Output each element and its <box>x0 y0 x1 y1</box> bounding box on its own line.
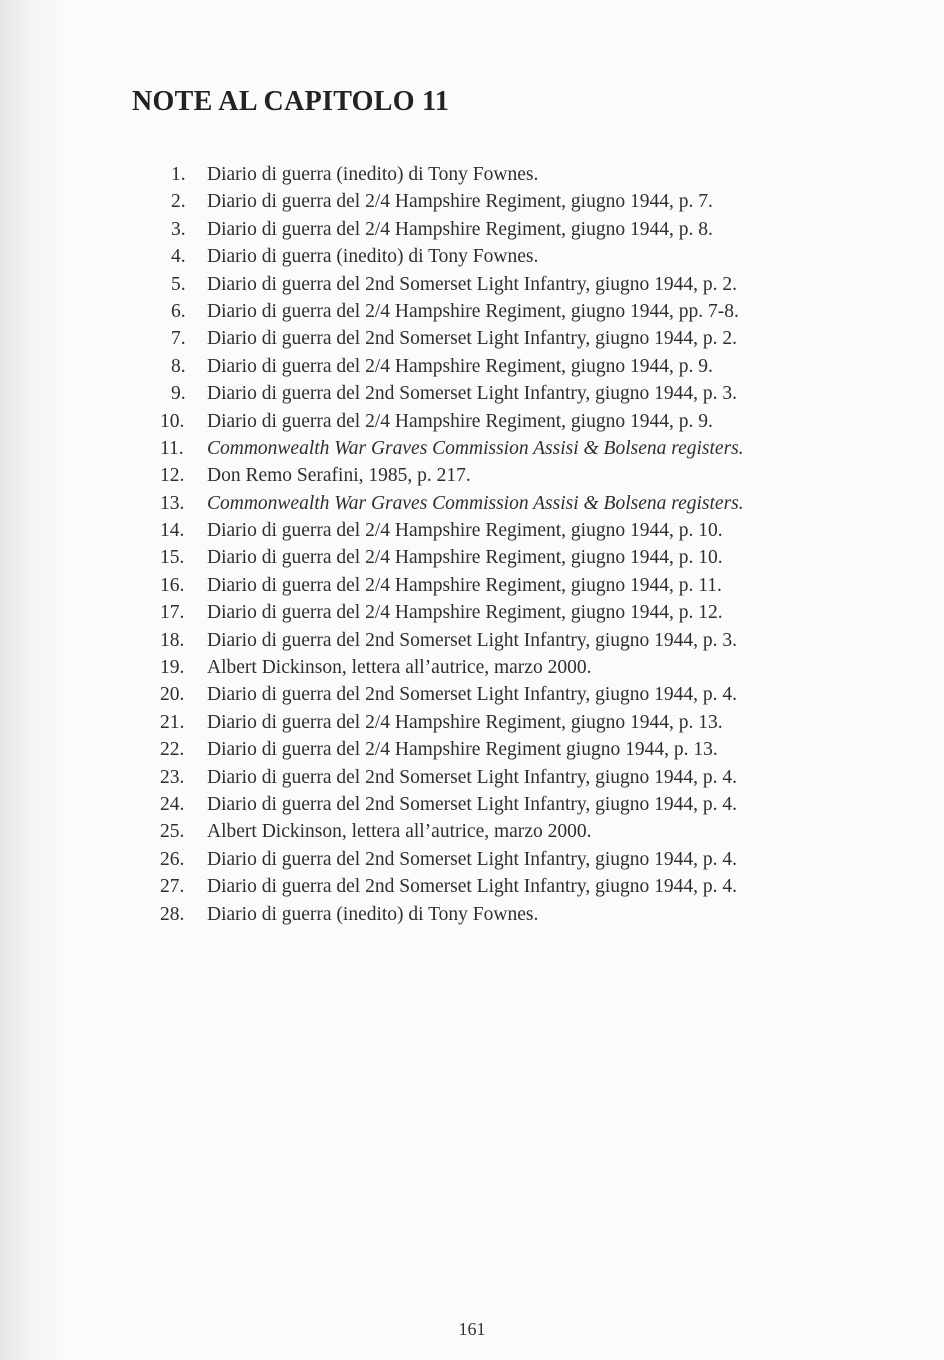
note-item <box>160 462 744 489</box>
note-item <box>160 243 744 270</box>
note-text: Diario di guerra del 2/4 Hampshire Regiment, giugno 1944, p. 9. <box>207 355 713 377</box>
note-item <box>160 353 744 380</box>
page-gutter-shadow <box>0 0 70 1360</box>
note-text: Diario di guerra del 2nd Somerset Light Infantry, giugno 1944, p. 4. <box>207 684 738 706</box>
note-item <box>160 599 744 626</box>
note-text: Diario di guerra del 2/4 Hampshire Regiment, giugno 1944, p. 13. <box>207 711 723 733</box>
note-item <box>160 216 744 243</box>
note-number: 3. <box>171 218 186 240</box>
note-text: Diario di guerra del 2/4 Hampshire Regiment, giugno 1944, p. 11. <box>207 574 722 596</box>
note-text: Diario di guerra del 2/4 Hampshire Regiment giugno 1944, p. 13. <box>207 739 718 761</box>
note-number: 2. <box>171 191 186 213</box>
note-item <box>160 380 744 407</box>
note-text: Diario di guerra del 2/4 Hampshire Regiment, giugno 1944, p. 12. <box>207 602 723 624</box>
note-item <box>160 627 744 654</box>
note-item <box>160 325 744 352</box>
note-text: Diario di guerra del 2nd Somerset Light Infantry, giugno 1944, p. 3. <box>207 629 738 651</box>
note-number: 27. <box>160 876 185 898</box>
note-text: Don Remo Serafini, 1985, p. 217. <box>207 465 471 487</box>
chapter-notes-heading: NOTE AL CAPITOLO 11 <box>132 86 450 117</box>
note-number: 7. <box>171 328 186 350</box>
note-text: Diario di guerra del 2nd Somerset Light Infantry, giugno 1944, p. 4. <box>207 876 738 898</box>
note-item <box>160 435 744 462</box>
note-text: Diario di guerra del 2nd Somerset Light Infantry, giugno 1944, p. 2. <box>207 328 738 350</box>
notes-list <box>160 161 744 928</box>
note-text: Diario di guerra del 2nd Somerset Light Infantry, giugno 1944, p. 2. <box>207 273 738 295</box>
note-number: 22. <box>160 739 185 761</box>
note-number: 6. <box>171 300 186 322</box>
note-number: 28. <box>160 903 185 925</box>
note-text: Diario di guerra del 2/4 Hampshire Regiment, giugno 1944, p. 10. <box>207 547 723 569</box>
note-number: 9. <box>171 383 186 405</box>
note-number: 17. <box>160 602 185 624</box>
note-item <box>160 161 744 188</box>
note-item <box>160 544 744 571</box>
note-number: 24. <box>160 793 185 815</box>
note-text: Albert Dickinson, lettera all’autrice, marzo 2000. <box>207 821 592 843</box>
note-text: Diario di guerra del 2nd Somerset Light Infantry, giugno 1944, p. 4. <box>207 766 738 788</box>
note-item <box>160 271 744 298</box>
note-text: Diario di guerra del 2nd Somerset Light Infantry, giugno 1944, p. 4. <box>207 793 738 815</box>
note-text: Diario di guerra del 2nd Somerset Light Infantry, giugno 1944, p. 3. <box>207 383 738 405</box>
note-item <box>160 572 744 599</box>
note-item <box>160 846 744 873</box>
note-number: 19. <box>160 657 185 679</box>
note-number: 23. <box>160 766 185 788</box>
note-number: 25. <box>160 821 185 843</box>
note-item <box>160 764 744 791</box>
note-item <box>160 490 744 517</box>
note-item <box>160 188 744 215</box>
note-item <box>160 298 744 325</box>
note-item <box>160 818 744 845</box>
note-number: 15. <box>160 547 185 569</box>
note-text: Diario di guerra del 2/4 Hampshire Regiment, giugno 1944, p. 7. <box>207 191 713 213</box>
note-item <box>160 736 744 763</box>
note-number: 4. <box>171 246 186 268</box>
note-number: 11. <box>160 437 184 459</box>
note-number: 13. <box>160 492 185 514</box>
note-text: Diario di guerra del 2nd Somerset Light Infantry, giugno 1944, p. 4. <box>207 848 738 870</box>
note-number: 21. <box>160 711 185 733</box>
note-number: 14. <box>160 520 185 542</box>
page-number: 161 <box>458 1319 486 1339</box>
note-text: Commonwealth War Graves Commission Assisi & Bolsena registers. <box>207 492 744 514</box>
note-number: 1. <box>171 164 186 185</box>
note-number: 20. <box>160 684 185 706</box>
note-number: 16. <box>160 574 185 596</box>
note-number: 5. <box>171 273 186 295</box>
note-item <box>160 901 744 928</box>
note-text: Albert Dickinson, lettera all’autrice, marzo 2000. <box>207 657 592 679</box>
note-item <box>160 517 744 544</box>
note-text: Diario di guerra (inedito) di Tony Fownes. <box>207 246 539 268</box>
note-text: Diario di guerra (inedito) di Tony Fownes. <box>207 903 539 925</box>
note-item <box>160 654 744 681</box>
note-text: Diario di guerra (inedito) di Tony Fownes. <box>207 164 539 185</box>
note-text: Commonwealth War Graves Commission Assisi & Bolsena registers. <box>207 437 744 459</box>
note-number: 12. <box>160 465 185 487</box>
note-item <box>160 408 744 435</box>
note-number: 10. <box>160 410 185 432</box>
note-number: 8. <box>171 355 186 377</box>
note-item <box>160 709 744 736</box>
note-item <box>160 681 744 708</box>
note-text: Diario di guerra del 2/4 Hampshire Regiment, giugno 1944, p. 10. <box>207 520 723 542</box>
note-text: Diario di guerra del 2/4 Hampshire Regiment, giugno 1944, p. 9. <box>207 410 713 432</box>
note-text: Diario di guerra del 2/4 Hampshire Regiment, giugno 1944, p. 8. <box>207 218 713 240</box>
note-item <box>160 873 744 900</box>
note-item <box>160 791 744 818</box>
note-text: Diario di guerra del 2/4 Hampshire Regiment, giugno 1944, pp. 7-8. <box>207 300 739 322</box>
note-number: 18. <box>160 629 185 651</box>
note-number: 26. <box>160 848 185 870</box>
